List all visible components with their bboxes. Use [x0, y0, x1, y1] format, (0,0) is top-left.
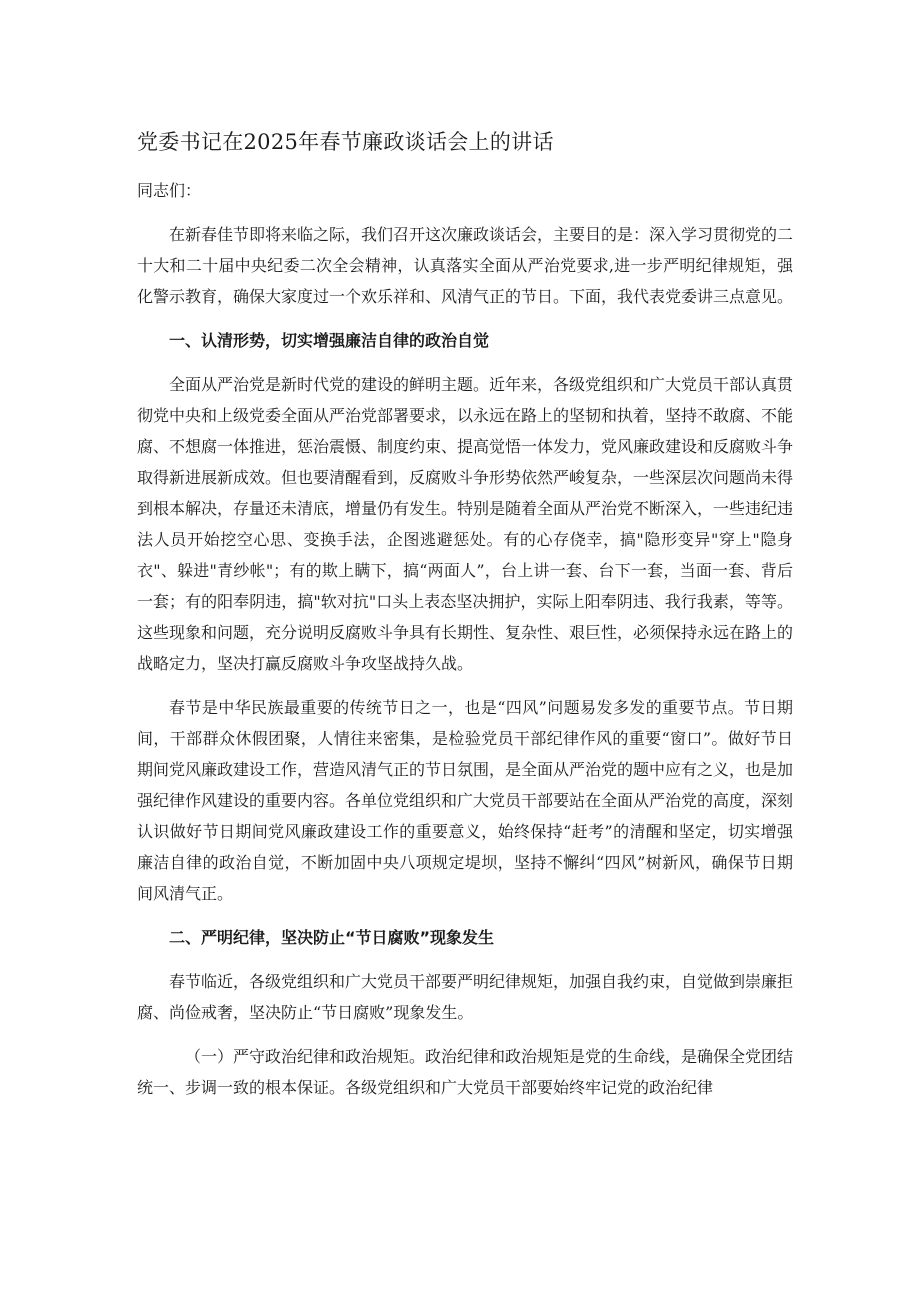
section1-heading: 一、认清形势，切实增强廉洁自律的政治自觉: [169, 331, 490, 350]
section2-heading: 二、严明纪律，坚决防止“节日腐败”现象发生: [169, 928, 495, 947]
section1-paragraph-2: 春节是中华民族最重要的传统节日之一，也是“四风”问题易发多发的重要节点。节日期间，干部群众休假团聚，人情往来密集，是检验党员干部纪律作风的重要“窗口”。做好节日期间党风廉政建设工作，营造风清气正的节日氛围，是全面从严治党的题中应有之义，也是加强纪律作风建设的重要内容。各单位党组织和广大党员干部要站在全面从严治党的高度，深刻认识做好节日期间党风廉政建设工作的重要意义，始终保持“赶考”的清醒和坚定，切实增强廉洁自律的政治自觉，不断加固中央八项规定堤坝，坚持不懈纠“四风”树新风，确保节日期间风清气正。: [137, 698, 794, 903]
section1-paragraph-1: 全面从严治党是新时代党的建设的鲜明主题。近年来，各级党组织和广大党员干部认真贯彻党中央和上级党委全面从严治党部署要求，以永远在路上的坚韧和执着，坚持不敢腐、不能腐、不想腐一体推进，惩治震慑、制度约束、提高觉悟一体发力，党风廉政建设和反腐败斗争取得新进展新成效。但也要清醒看到，反腐败斗争形势依然严峻复杂，一些深层次问题尚未得到根本解决，存量还未清底，增量仍有发生。特别是随着全面从严治党不断深入，一些违纪违法人员开始挖空心思、变换手法，企图逃避惩处。有的心存侥幸，搞"隐形变异"穿上"隐身衣"、躲进"青纱帐"；有的欺上瞒下，搞“两面人”，台上讲一套、台下一套，当面一套、背后一套；有的阳奉阴违，搞"软对抗"口头上表态坚决拥护，实际上阳奉阴违、我行我素，等等。这些现象和问题，充分说明反腐败斗争具有长期性、复杂性、艰巨性，必须保持永远在路上的战略定力，坚决打赢反腐败斗争攻坚战持久战。: [137, 375, 794, 673]
document-page: [137, 122, 793, 1116]
section2-paragraph: 春节临近，各级党组织和广大党员干部要严明纪律规矩，加强自我约束，自觉做到崇廉拒腐、尚俭戒奢，坚决防止“节日腐败”现象发生。: [137, 972, 794, 1022]
intro-paragraph: 在新春佳节即将来临之际，我们召开这次廉政谈话会，主要目的是：深入学习贯彻党的二十大和二十届中央纪委二次全会精神，认真落实全面从严治党要求,进一步严明纪律规矩，强化警示教育，确保大家度过一个欢乐祥和、风清气正的节日。下面，我代表党委讲三点意见。: [137, 225, 794, 306]
section2-subsection-1: （一）严守政治纪律和政治规矩。政治纪律和政治规矩是党的生命线，是确保全党团结统一、步调一致的根本保证。各级党组织和广大党员干部要始终牢记党的政治纪律: [137, 1047, 794, 1097]
document-title: 党委书记在2025年春节廉政谈话会上的讲话: [137, 130, 554, 154]
salutation: 同志们：: [137, 181, 202, 200]
